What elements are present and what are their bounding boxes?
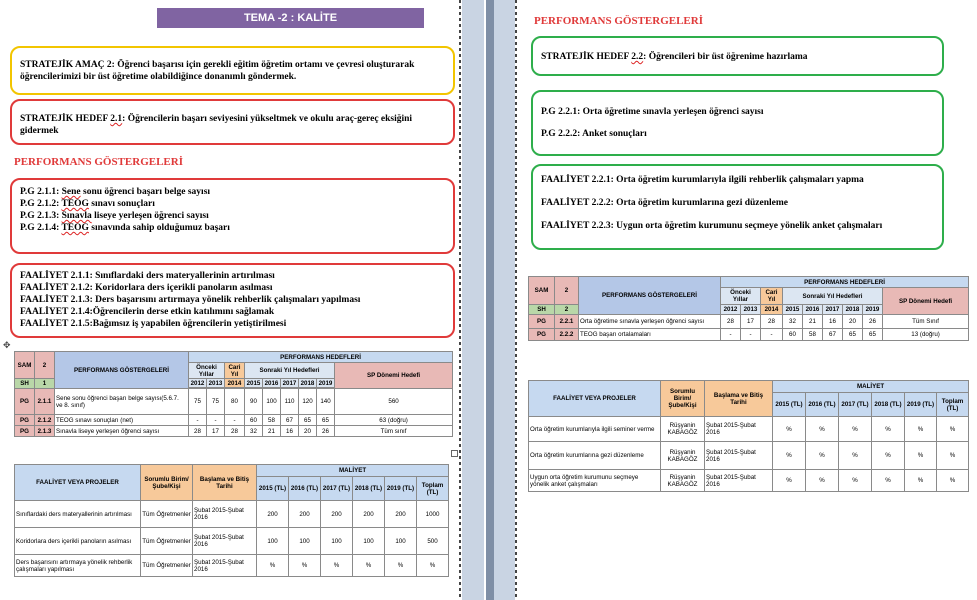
table-cell: SP Dönemi Hedefi [883, 288, 969, 315]
table-cell: Önceki Yıllar [721, 288, 761, 305]
table-cell: Orta öğretim kurumlarına gezi düzenleme [529, 442, 661, 470]
table-cell: 2014 [761, 305, 783, 315]
table-cell: 1000 [417, 501, 449, 528]
text-span: : Öğrencileri bir üst öğrenime hazırlama [643, 52, 808, 62]
text-span: Sene [61, 187, 81, 197]
table-cell: Tüm Sınıf [883, 315, 969, 329]
table-cell: % [872, 442, 905, 470]
table-cell: % [773, 442, 806, 470]
table-cell: Cari Yıl [761, 288, 783, 305]
projects-header: FAALİYET VEYA PROJELER [529, 381, 661, 417]
text-span: TEOG [61, 199, 89, 209]
table-cell: 32 [783, 315, 803, 329]
table-cell: PG [529, 315, 555, 329]
table-cell: 75 [189, 389, 207, 415]
table-cell: Tüm Öğretmenler [141, 555, 193, 577]
table-cell: 60 [245, 415, 263, 426]
page-gap [494, 0, 515, 600]
table-cell: Cari Yıl [225, 363, 245, 379]
target-text: : Öğrencilerin başarı seviyesini yükseltmek ve okulu araç-gereç eksiğini gidermek [20, 114, 413, 136]
table-cell: 2 [555, 277, 579, 305]
table-cell: 2.2.2 [555, 329, 579, 341]
table-cell: 2016 [803, 305, 823, 315]
table-cell: 13 (doğru) [883, 329, 969, 341]
target-code: 2.2 [631, 52, 644, 62]
table-cell: 2019 (TL) [385, 477, 417, 501]
activity-line: FAALİYET 2.1.1: Sınıflardaki ders materyallerinin artırılması [20, 271, 275, 281]
table-cell: 16 [281, 426, 299, 437]
table-cell: 65 [317, 415, 335, 426]
page-border-line [459, 0, 461, 600]
table-row [529, 315, 969, 329]
table-cell: Başlama ve Bitiş Tarihi [193, 465, 257, 501]
table-cell: 100 [321, 528, 353, 555]
table-resize-handle[interactable] [451, 450, 458, 457]
table-cell: 2017 (TL) [839, 393, 872, 417]
perf-col-header: PERFORMANS GÖSTERGELERİ [579, 277, 721, 315]
table-cell: 2017 [281, 379, 299, 388]
table-cell: % [937, 417, 969, 442]
table-cell: % [872, 417, 905, 442]
table-cell: Rüşyanin KABAGÖZ [661, 417, 705, 442]
table-cell: 110 [281, 389, 299, 415]
text-span: P.G 2.1.3 [20, 211, 57, 221]
table-cell: Sorumlu Birim/Şube/Kişi [661, 381, 705, 417]
table-row [529, 329, 969, 341]
text-span: sınavında sahip olduğumuz başarı [88, 223, 230, 233]
table-cell: Önceki Yıllar [189, 363, 225, 379]
table-cell: 1 [35, 379, 55, 389]
table-cell: 21 [803, 315, 823, 329]
table-cell: Başlama ve Bitiş Tarihi [705, 381, 773, 417]
table-cell: 75 [207, 389, 225, 415]
table-cell: - [207, 415, 225, 426]
table-cell: % [905, 442, 937, 470]
table-cell: 28 [721, 315, 741, 329]
table-cell: 16 [823, 315, 843, 329]
table-cell: % [257, 555, 289, 577]
table-cell: 200 [321, 501, 353, 528]
table-cell: 2015 (TL) [773, 393, 806, 417]
goal-label: STRATEJİK AMAÇ 2: [20, 60, 115, 70]
table-cell: 100 [289, 528, 321, 555]
table-cell: 140 [317, 389, 335, 415]
table-cell: % [806, 442, 839, 470]
table-cell: Sonraki Yıl Hedefleri [783, 288, 883, 305]
indicator-line: P.G 2.2.2: Anket sonuçları [541, 129, 647, 139]
activity-line: FAALİYET 2.2.1: Orta öğretim kurumlarıyla ilgili rehberlik çalışmaları yapma [541, 175, 864, 185]
table-cell: TEOG başarı ortalamaları [579, 329, 721, 341]
activity-line: FAALİYET 2.1.3: Ders başarısını artırmaya yönelik rehberlik çalışmaları yapılması [20, 295, 361, 305]
projects-header: FAALİYET VEYA PROJELER [15, 465, 141, 501]
indicator-line [20, 210, 445, 222]
table-cell: 2018 (TL) [872, 393, 905, 417]
table-cell: - [721, 329, 741, 341]
table-cell: Sınıflardaki ders materyallerinin artırılması [15, 501, 141, 528]
table-cell: Ders başarısını artırmaya yönelik rehberlik çalışmaları yapılması [15, 555, 141, 577]
table-cell: 120 [299, 389, 317, 415]
table-cell: PG [15, 426, 35, 437]
table-cell: 100 [385, 528, 417, 555]
sh-cell: SH [529, 305, 555, 315]
table-cell: 60 [783, 329, 803, 341]
performance-heading: PERFORMANS GÖSTERGELERİ [14, 156, 183, 168]
strategic-target-box[interactable] [531, 36, 944, 76]
indicator-line: P.G 2.2.1: Orta öğretime sınavla yerleşen öğrenci sayısı [541, 107, 764, 117]
table-cell: 200 [257, 501, 289, 528]
perf-col-header: PERFORMANS GÖSTERGELERİ [55, 352, 189, 389]
table-cell: % [839, 442, 872, 470]
table-cell: 2 [555, 305, 579, 315]
table-cell: 65 [299, 415, 317, 426]
table-cell: % [385, 555, 417, 577]
text-span: sonu öğrenci başarı belge sayısı [80, 187, 211, 197]
table-cell: 17 [207, 426, 225, 437]
page-gap-divider [486, 0, 494, 600]
table-cell: % [321, 555, 353, 577]
table-cell: Koridorlara ders içerikli panoların asılması [15, 528, 141, 555]
table-cell: 2014 [225, 379, 245, 388]
goal-text: Öğrenci başarısı için gerekli eğitim öğretim ortamı ve çevresi oluşturarak öğrencilerimizi bir üst öğretime olabildiğince donanımlı göndermek. [20, 60, 415, 82]
table-cell: Tüm Öğretmenler [141, 528, 193, 555]
table-cell: Sene sonu öğrenci başarı belge sayısı(5.6.7. ve 8. sınıf) [55, 389, 189, 415]
activity-line: FAALİYET 2.2.2: Orta öğretim kurumlarına gezi düzenleme [541, 198, 788, 208]
table-cell: PG [15, 415, 35, 426]
activities-box[interactable] [531, 164, 944, 250]
table-cell: % [905, 470, 937, 492]
table-cell: % [839, 470, 872, 492]
table-cell: 100 [257, 528, 289, 555]
table-cell: 2017 [823, 305, 843, 315]
text-span: P.G 2.1.2 [20, 199, 57, 209]
text-span: sınavı sonuçları [88, 199, 155, 209]
table-cell: 560 [335, 389, 453, 415]
sh-cell: SH [15, 379, 35, 389]
table-cell: 2.1.2 [35, 415, 55, 426]
sam-cell: SAM [529, 277, 555, 305]
right-page [517, 0, 977, 600]
table-cell: 32 [245, 426, 263, 437]
table-cell: % [905, 417, 937, 442]
text-span: : [56, 199, 62, 209]
table-cell: Şubat 2015-Şubat 2016 [193, 528, 257, 555]
table-cell: Rüşyanin KABAGÖZ [661, 470, 705, 492]
text-span: : [56, 223, 62, 233]
table-cell: - [189, 415, 207, 426]
table-cell: Şubat 2015-Şubat 2016 [193, 555, 257, 577]
table-cell: 67 [281, 415, 299, 426]
activity-line: FAALİYET 2.1.5:Bağımsız iş yapabilen öğrencilerin yetiştirilmesi [20, 319, 287, 329]
activities-box[interactable] [10, 263, 455, 338]
table-cell: 2016 [263, 379, 281, 388]
table-row [529, 417, 969, 442]
text-span: liseye yerleşen öğrenci sayısı [91, 211, 209, 221]
page-gap [462, 0, 484, 600]
table-cell: 90 [245, 389, 263, 415]
text-span: P.G 2.1.1 [20, 187, 57, 197]
targets-header: PERFORMANS HEDEFLERİ [721, 277, 969, 288]
table-cell: 2013 [741, 305, 761, 315]
table-cell: 20 [299, 426, 317, 437]
table-cell: 28 [225, 426, 245, 437]
table-cell: Tüm Öğretmenler [141, 501, 193, 528]
table-cell: 28 [761, 315, 783, 329]
table-cell: 58 [263, 415, 281, 426]
table-cell: % [773, 417, 806, 442]
move-handle-icon[interactable]: ✥ [3, 340, 11, 350]
table-cell: - [761, 329, 783, 341]
table-cell: Sınavla liseye yerleşen öğrenci sayısı [55, 426, 189, 437]
table-cell: 100 [353, 528, 385, 555]
table-cell: Sonraki Yıl Hedefleri [245, 363, 335, 379]
theme-banner: TEMA -2 : KALİTE [157, 8, 424, 28]
text-span: : [56, 187, 62, 197]
table-row [15, 501, 449, 528]
indicators-box[interactable] [531, 90, 944, 156]
activity-line: FAALİYET 2.1.4:Öğrencilerin derse etkin katılımını sağlamak [20, 307, 275, 317]
table-cell: 63 (doğru) [335, 415, 453, 426]
table-cell: 58 [803, 329, 823, 341]
cost-header: MALİYET [257, 465, 449, 477]
indicator-line [20, 198, 445, 210]
table-row [529, 442, 969, 470]
table-cell: Orta öğretime sınavla yerleşen öğrenci sayısı [579, 315, 721, 329]
performance-table [528, 276, 969, 341]
table-row [15, 389, 453, 415]
activity-line: FAALİYET 2.2.3: Uygun orta öğretim kurumunu seçmeye yönelik anket çalışmaları [541, 221, 883, 231]
table-cell: Rüşyanin KABAGÖZ [661, 442, 705, 470]
text-span: P.G 2.1.4 [20, 223, 57, 233]
table-cell: 21 [263, 426, 281, 437]
table-row [15, 415, 453, 426]
strategic-target-box[interactable] [10, 99, 455, 145]
table-cell: Orta öğretim kurumlarıyla ilgili seminer verme [529, 417, 661, 442]
table-cell: 2015 [783, 305, 803, 315]
table-cell: % [773, 470, 806, 492]
table-cell: 2012 [721, 305, 741, 315]
left-page [0, 0, 458, 600]
table-cell: 2015 [245, 379, 263, 388]
table-cell: 65 [863, 329, 883, 341]
strategic-goal-box[interactable] [10, 46, 455, 95]
cost-table [14, 464, 449, 577]
table-cell: PG [15, 389, 35, 415]
table-cell: 2017 (TL) [321, 477, 353, 501]
table-cell: % [937, 442, 969, 470]
table-cell: % [872, 470, 905, 492]
indicator-line [20, 222, 445, 234]
cost-header: MALİYET [773, 381, 969, 393]
table-cell: PG [529, 329, 555, 341]
table-cell: 26 [317, 426, 335, 437]
table-cell: Şubat 2015-Şubat 2016 [705, 417, 773, 442]
table-cell: - [225, 415, 245, 426]
text-span: TEOG [61, 223, 89, 233]
table-cell: % [839, 417, 872, 442]
table-cell: % [806, 417, 839, 442]
table-cell: 2018 [843, 305, 863, 315]
table-cell: Toplam (TL) [937, 393, 969, 417]
table-cell: 100 [263, 389, 281, 415]
table-cell: SP Dönemi Hedefi [335, 363, 453, 389]
table-cell: 2 [35, 352, 55, 379]
table-cell: 20 [843, 315, 863, 329]
table-cell: 2.1.3 [35, 426, 55, 437]
table-cell: % [806, 470, 839, 492]
table-cell: 26 [863, 315, 883, 329]
table-cell: 2018 [299, 379, 317, 388]
table-cell: 2012 [189, 379, 207, 388]
text-span: Sınavla [61, 211, 92, 221]
table-cell: Şubat 2015-Şubat 2016 [705, 470, 773, 492]
table-cell: TEOG sınavı sonuçları (net) [55, 415, 189, 426]
target-code: 2.1 [110, 114, 123, 124]
indicator-line [20, 186, 445, 198]
table-cell: % [289, 555, 321, 577]
table-cell: 2015 (TL) [257, 477, 289, 501]
performance-table [14, 351, 453, 437]
table-cell: Toplam (TL) [417, 477, 449, 501]
table-cell: 2.2.1 [555, 315, 579, 329]
table-cell: % [417, 555, 449, 577]
indicators-box[interactable] [10, 178, 455, 254]
table-cell: 200 [289, 501, 321, 528]
activity-line: FAALİYET 2.1.2: Koridorlara ders içerikli panoların asılması [20, 283, 273, 293]
text-span: STRATEJİK HEDEF [541, 52, 632, 62]
targets-header: PERFORMANS HEDEFLERİ [189, 352, 453, 363]
table-cell: 65 [843, 329, 863, 341]
table-cell: 2016 (TL) [289, 477, 321, 501]
table-cell: 2019 [317, 379, 335, 388]
table-cell: - [741, 329, 761, 341]
target-label: STRATEJİK HEDEF [20, 114, 111, 124]
text-span: : [56, 211, 62, 221]
table-cell: Sorumlu Birim/Şube/Kişi [141, 465, 193, 501]
table-row [15, 426, 453, 437]
table-cell: 2016 (TL) [806, 393, 839, 417]
cost-table [528, 380, 969, 492]
table-row [15, 555, 449, 577]
table-cell: Şubat 2015-Şubat 2016 [193, 501, 257, 528]
performance-heading: PERFORMANS GÖSTERGELERİ [534, 15, 703, 27]
table-cell: Tüm sınıf [335, 426, 453, 437]
table-row [529, 470, 969, 492]
table-cell: 500 [417, 528, 449, 555]
table-cell: 80 [225, 389, 245, 415]
table-cell: 17 [741, 315, 761, 329]
table-cell: % [937, 470, 969, 492]
table-cell: 2013 [207, 379, 225, 388]
table-row [15, 528, 449, 555]
table-cell: % [353, 555, 385, 577]
table-cell: 200 [353, 501, 385, 528]
table-cell: 2018 (TL) [353, 477, 385, 501]
table-cell: 2.1.1 [35, 389, 55, 415]
table-cell: 67 [823, 329, 843, 341]
table-cell: 2019 [863, 305, 883, 315]
table-cell: 200 [385, 501, 417, 528]
sam-cell: SAM [15, 352, 35, 379]
table-cell: Uygun orta öğretim kurumunu seçmeye yönelik anket çalışmaları [529, 470, 661, 492]
table-cell: 2019 (TL) [905, 393, 937, 417]
table-cell: Şubat 2015-Şubat 2016 [705, 442, 773, 470]
table-cell: 28 [189, 426, 207, 437]
